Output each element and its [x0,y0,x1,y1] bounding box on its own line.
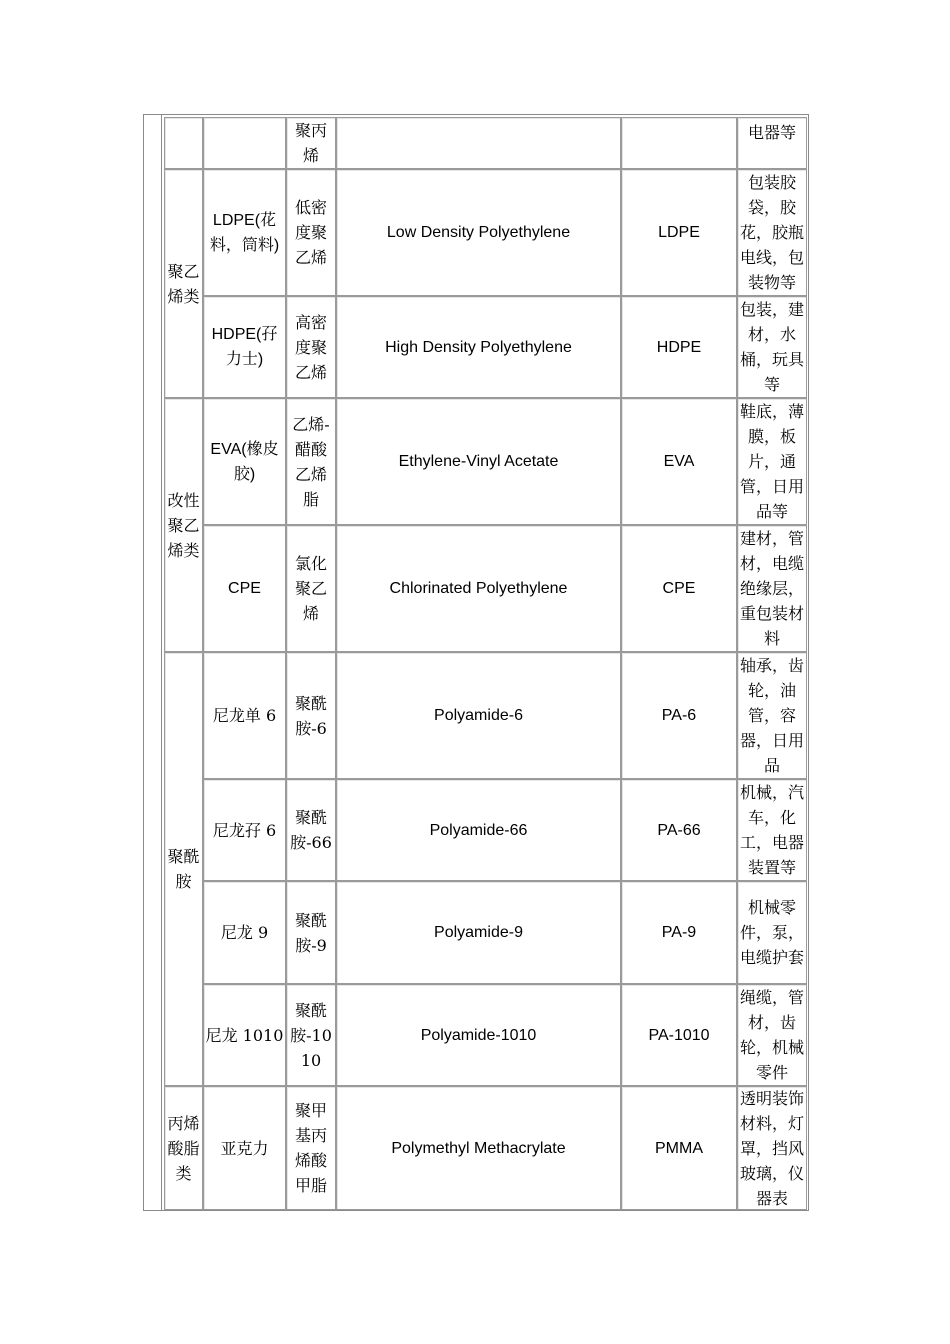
chinese-name-cell: 聚甲基丙烯酸甲脂 [286,1086,336,1210]
chinese-name-cell: 高密度聚乙烯 [286,296,336,398]
chinese-name-cell: 氯化聚乙烯 [286,525,336,652]
chinese-name-cell: 聚丙烯 [286,117,336,169]
english-name-cell: Low Density Polyethylene [336,169,621,296]
abbr-cell: LDPE [621,169,737,296]
abbr-cell: PA-1010 [621,984,737,1086]
materials-table [143,114,809,1211]
common-name-cell: 尼龙孖 6 [203,779,286,881]
uses-cell: 机械，汽车，化工，电器装置等 [737,779,807,881]
uses-cell: 透明装饰材料，灯罩，挡风玻璃，仪器表 [737,1086,807,1210]
uses-cell: 鞋底，薄膜，板片，通管，日用品等 [737,398,807,525]
chinese-name-cell: 聚酰胺-66 [286,779,336,881]
english-name-cell: Chlorinated Polyethylene [336,525,621,652]
common-name-cell: HDPE(孖力士) [203,296,286,398]
english-name-cell: Polyamide-6 [336,652,621,779]
uses-cell: 电器等 [737,117,807,169]
english-name-cell: High Density Polyethylene [336,296,621,398]
abbr-cell-empty [621,117,737,169]
category-cell-empty [164,117,203,169]
english-name-cell: Polyamide-1010 [336,984,621,1086]
common-name-cell: 尼龙单 6 [203,652,286,779]
common-name-cell: EVA(橡皮胶) [203,398,286,525]
abbr-cell: EVA [621,398,737,525]
chinese-name-cell: 聚酰胺-9 [286,881,336,984]
common-name-cell: 尼龙 1010 [203,984,286,1086]
common-name-cell: CPE [203,525,286,652]
abbr-cell: PA-66 [621,779,737,881]
abbr-cell: CPE [621,525,737,652]
uses-cell: 机械零件，泵，电缆护套 [737,881,807,984]
uses-cell: 包装，建材，水桶，玩具等 [737,296,807,398]
english-name-cell-empty [336,117,621,169]
uses-cell: 包装胶袋，胶花，胶瓶电线，包装物等 [737,169,807,296]
category-cell: 改性聚乙烯类 [164,398,203,652]
common-name-cell: 亚克力 [203,1086,286,1210]
category-cell: 聚乙烯类 [164,169,203,398]
chinese-name-cell: 聚酰胺-6 [286,652,336,779]
english-name-cell: Ethylene-Vinyl Acetate [336,398,621,525]
abbr-cell: PA-9 [621,881,737,984]
chinese-name-cell: 低密度聚乙烯 [286,169,336,296]
uses-cell: 轴承，齿轮，油管，容器，日用品 [737,652,807,779]
category-cell: 丙烯酸脂类 [164,1086,203,1210]
common-name-cell-empty [203,117,286,169]
common-name-cell: LDPE(花料，筒料) [203,169,286,296]
english-name-cell: Polyamide-9 [336,881,621,984]
english-name-cell: Polyamide-66 [336,779,621,881]
uses-cell: 绳缆，管材，齿轮，机械零件 [737,984,807,1086]
chinese-name-cell: 聚酰胺-1010 [286,984,336,1086]
uses-cell: 建材，管材，电缆绝缘层，重包装材料 [737,525,807,652]
abbr-cell: PMMA [621,1086,737,1210]
category-cell: 聚酰胺 [164,652,203,1086]
abbr-cell: HDPE [621,296,737,398]
english-name-cell: Polymethyl Methacrylate [336,1086,621,1210]
outer-table-column [144,115,162,1210]
chinese-name-cell: 乙烯-醋酸乙烯脂 [286,398,336,525]
common-name-cell: 尼龙 9 [203,881,286,984]
abbr-cell: PA-6 [621,652,737,779]
